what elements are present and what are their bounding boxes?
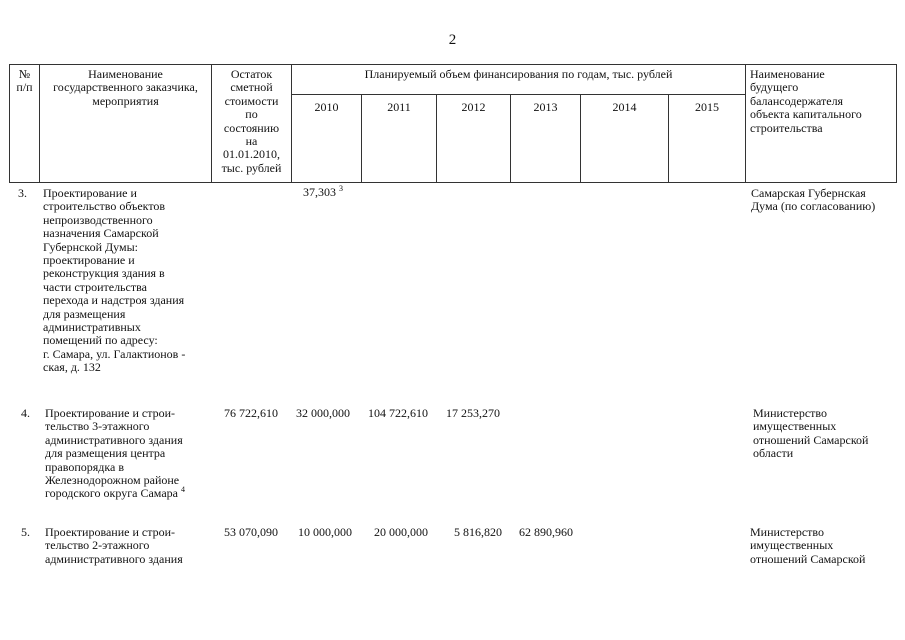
header-year-2014: 2014 [612,100,637,114]
header-holder: Наименование будущего балансодержателя объекта капитального строительства [750,67,862,135]
row-4-num: 4. [21,406,30,420]
header-remainder: Остаток сметной стоимости по состоянию на 01.01.2010, тыс. рублей [221,67,282,175]
header-year-2010: 2010 [314,100,339,114]
col-divider-3 [291,64,292,183]
row-3-name: Проектирование и строительство объектов непроизводственного назначения Самарской Губернской Думы: проектирование и реконструкция здания в части строительства перехода и надстроя здания для размещения административных помещений по адресу: г. Самара, ул. Галактионов - ская, д. 132 [43,186,186,375]
table-top-border [9,64,896,65]
row-4-2010: 32 000,000 [296,406,350,420]
row-3-holder: Самарская Губернская Дума (по согласованию) [751,186,876,214]
row-4-name [45,407,220,501]
plan-subheader-line [291,94,745,95]
header-bottom-border [9,182,896,183]
table-right-border [896,64,897,183]
header-plan: Планируемый объем финансирования по годам, тыс. рублей [364,67,673,81]
row-5-2013: 62 890,960 [519,525,573,539]
row-3-2010 [303,186,343,199]
footnote-3: 3 [339,184,343,193]
row-5-2011: 20 000,000 [374,525,428,539]
row-4-holder: Министерство имущественных отношений Самарской области [753,406,869,461]
row-4-2011: 104 722,610 [368,406,428,420]
col-divider-4 [745,64,746,183]
header-year-2013: 2013 [533,100,558,114]
row-5-2010: 10 000,000 [298,525,352,539]
row-5-name: Проектирование и строи- тельство 2-этажного административного здания [45,525,183,566]
row-3-2010-value: 37,303 [303,185,336,199]
header-year-2015: 2015 [695,100,719,114]
header-year-2011: 2011 [387,100,411,114]
row-5-remainder: 53 070,090 [224,525,278,539]
row-3-num: 3. [18,186,27,200]
row-4-remainder: 76 722,610 [224,406,278,420]
header-num: № п/п [16,67,33,95]
row-5-holder: Министерство имущественных отношений Самарской [750,525,866,566]
page-number: 2 [448,32,457,48]
row-5-num: 5. [21,525,30,539]
header-year-2012: 2012 [461,100,486,114]
header-name: Наименование государственного заказчика, мероприятия [53,67,198,108]
row-4-name-text: Проектирование и строи- тельство 3-этажного административного здания для размещения центра правопорядка в Железнодорожном районе городского округа Самара [45,406,183,501]
row-4-2012: 17 253,270 [446,406,500,420]
row-5-2012: 5 816,820 [454,525,502,539]
footnote-4: 4 [180,485,185,495]
